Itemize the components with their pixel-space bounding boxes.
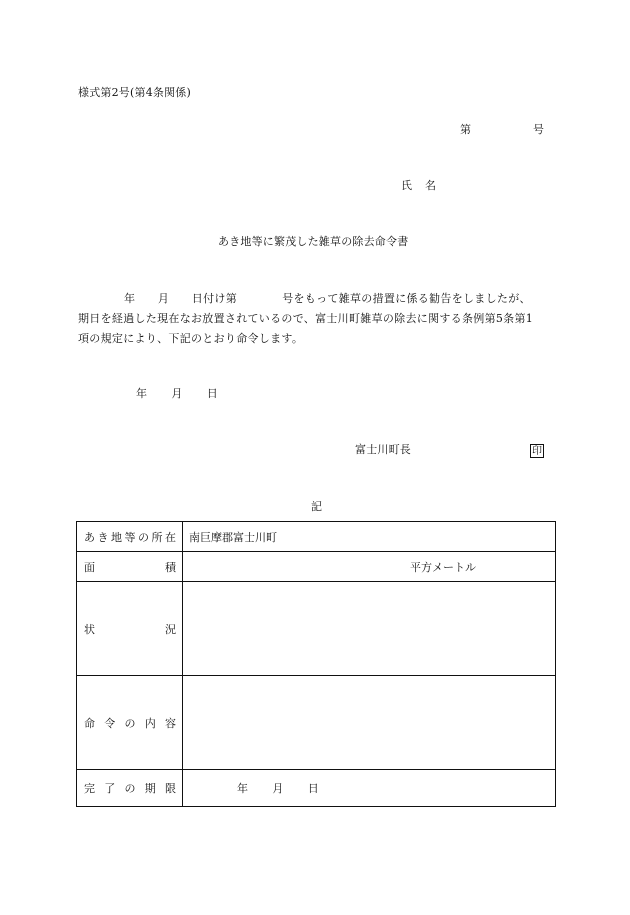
document-title: あき地等に繁茂した雑草の除去命令書 [218, 235, 409, 248]
form-reference: 様式第2号(第4条関係) [78, 86, 191, 99]
body-line-1: 年 月 日付け第 号をもって雑草の措置に係る勧告をしましたが、 [124, 292, 531, 305]
document-number-suffix: 号 [533, 123, 545, 136]
location-value-cell [183, 522, 556, 552]
table-row-location [77, 522, 556, 552]
location-label: あ き 地 等 の 所 在 [77, 522, 183, 552]
issue-date: 年 月 日 [136, 387, 219, 400]
area-value-cell [183, 552, 556, 582]
issuer-title: 富士川町長 [355, 443, 411, 456]
status-label: 状 況 [77, 582, 183, 676]
deadline-value: 年 月 日 [237, 782, 320, 795]
recipient-name-label: 氏 名 [401, 179, 437, 192]
deadline-value-cell [183, 770, 556, 807]
area-unit: 平方メートル [410, 560, 476, 574]
table-row-deadline [77, 770, 556, 807]
details-table [76, 521, 556, 807]
deadline-label: 完 了 の 期 限 [77, 770, 183, 807]
table-row-order [77, 676, 556, 770]
status-value-cell [183, 582, 556, 676]
order-label: 命 令 の 内 容 [77, 676, 183, 770]
table-row-status [77, 582, 556, 676]
seal-mark: 印 [532, 446, 542, 457]
body-line-2: 期日を経過した現在なお放置されているので、富士川町雑草の除去に関する条例第5条第1 [78, 312, 534, 325]
ki-heading: 記 [311, 500, 323, 513]
document-number-prefix: 第 [460, 123, 472, 136]
location-value: 南巨摩郡富士川町 [189, 530, 277, 544]
area-label: 面 積 [77, 552, 183, 582]
order-value-cell [183, 676, 556, 770]
body-line-3: 項の規定により、下記のとおり命令します。 [78, 332, 304, 345]
table-row-area [77, 552, 556, 582]
